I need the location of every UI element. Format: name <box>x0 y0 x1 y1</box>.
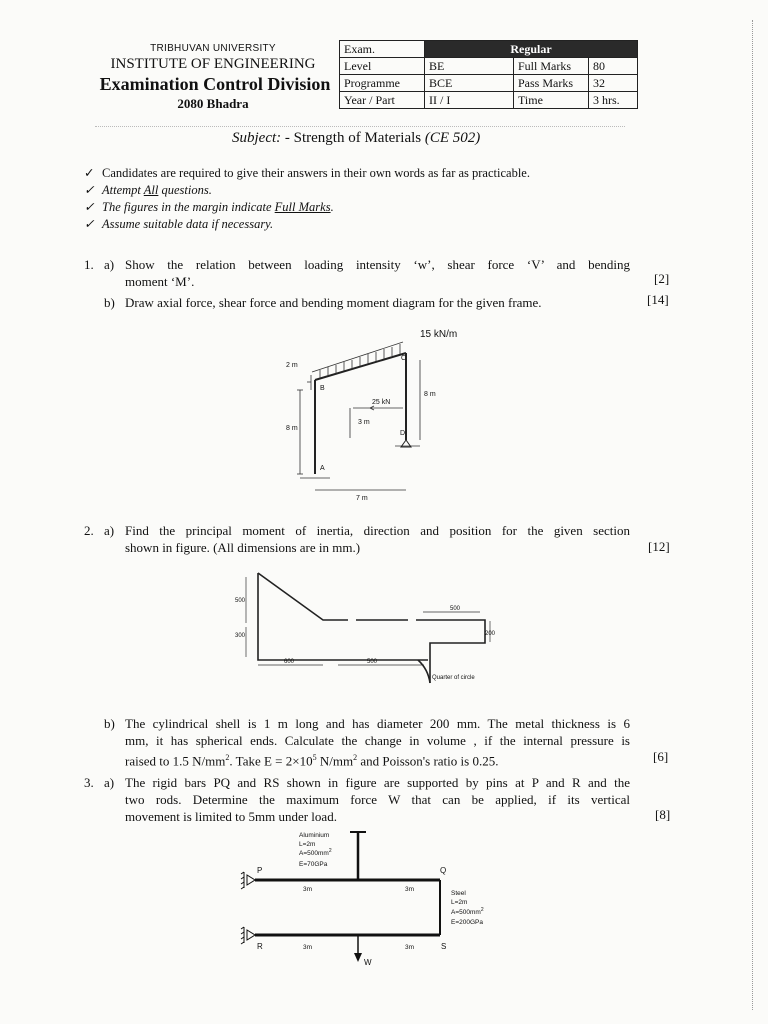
point-p: P <box>257 866 263 875</box>
frame-dim-3m: 3 m <box>358 419 370 426</box>
exam-label: Exam. <box>340 41 425 58</box>
q3a-line1: The rigid bars PQ and RS shown in figure are supported by pins at P and R and the <box>125 775 630 790</box>
q1a-line2: moment ‘M’. <box>125 274 195 289</box>
frame-dim-7m: 7 m <box>356 495 368 502</box>
university-name: TRIBHUVAN UNIVERSITY <box>150 43 276 54</box>
section-dim-500-bottom: 500 <box>367 659 378 665</box>
section-dim-300: 300 <box>235 633 246 639</box>
steel-length: L=2m <box>451 899 468 906</box>
instruction-text: Attempt <box>102 183 144 197</box>
q2b-line2: mm, it has spherical ends. Calculate the change in volume , if the internal pressure is <box>125 733 630 748</box>
pass-marks-label: Pass Marks <box>514 75 589 92</box>
division-name: Examination Control Division <box>99 74 331 94</box>
frame-joint-c: C <box>401 355 407 362</box>
programme-value: BCE <box>425 75 514 92</box>
instruction-emphasis: All <box>143 183 159 197</box>
instruction-text: Assume suitable data if necessary. <box>102 217 274 231</box>
aluminium-label: Aluminium <box>299 832 330 839</box>
rs-span-1: 3m <box>303 944 313 951</box>
instruction-text: questions. <box>158 183 212 197</box>
section-quarter-circle-label: Quarter of circle <box>432 675 475 681</box>
instruction-4 <box>84 216 273 232</box>
q2b-line3: raised to 1.5 $N/mm^2$. Take $E = 2\times 10^5$ $N/mm^2$ and Poisson's ratio is 0.25. <box>125 753 499 769</box>
pq-span-2: 3m <box>405 886 415 893</box>
frame-joint-d: D <box>400 430 406 437</box>
year-label: Year / Part <box>340 92 425 109</box>
check-icon: ✓ <box>84 217 95 231</box>
q2b-marks: [6] <box>653 749 669 764</box>
instruction-1 <box>84 165 530 181</box>
time-value: 3 hrs. <box>589 92 638 109</box>
scan-edge <box>752 20 753 1010</box>
exam-meta-table <box>339 40 638 109</box>
frame-figure <box>270 320 490 510</box>
instruction-3: ✓ The figures in the margin indicate Full Marks. <box>84 200 334 214</box>
q2a-line2: shown in figure. (All dimensions are in mm.) <box>125 540 361 555</box>
rigid-bars-figure <box>235 825 515 975</box>
instruction-text: The figures in the margin indicate <box>102 200 275 214</box>
load-w: W <box>364 958 372 967</box>
frame-joint-b: B <box>320 385 325 392</box>
subject-line <box>232 130 480 147</box>
q1b-tag: b) <box>104 295 115 310</box>
pq-span-1: 3m <box>303 886 313 893</box>
pass-marks-value: 32 <box>589 75 638 92</box>
q2b-tag: b) <box>104 716 115 731</box>
section-dim-500-top: 500 <box>450 606 461 612</box>
subject-name: Strength of Materials <box>293 130 422 146</box>
section-dim-500-left: 500 <box>235 598 246 604</box>
frame-joint-a: A <box>320 465 325 472</box>
exam-session: 2080 Bhadra <box>177 96 249 111</box>
q3-number: 3. <box>84 775 94 790</box>
instruction-2 <box>84 182 212 198</box>
level-label: Level <box>340 58 425 75</box>
aluminium-length: L=2m <box>299 841 316 848</box>
q3a-line2: two rods. Determine the maximum force W that can be applied, if its vertical <box>125 792 630 807</box>
aluminium-modulus: E=70GPa <box>299 861 328 868</box>
header-divider <box>95 126 625 127</box>
subject-code: (CE 502) <box>424 130 481 146</box>
point-s: S <box>441 942 447 951</box>
q1a-line1: Show the relation between loading intensity ‘w’, shear force ‘V’ and bending <box>125 257 630 272</box>
steel-modulus: E=200GPa <box>451 919 483 926</box>
section-dim-200: 200 <box>485 631 496 637</box>
point-q: Q <box>440 866 447 875</box>
q3a-marks: [8] <box>655 807 671 822</box>
programme-label: Programme <box>340 75 425 92</box>
frame-dim-2m: 2 m <box>286 362 298 369</box>
exam-value: Regular <box>425 41 638 58</box>
q2a-marks: [12] <box>648 539 670 554</box>
frame-force-label: 25 kN <box>372 399 391 406</box>
section-figure <box>228 565 498 700</box>
frame-dim-8m-left: 8 m <box>286 425 298 432</box>
q1-number: 1. <box>84 257 94 272</box>
q1b-text: Draw axial force, shear force and bending moment diagram for the given frame. <box>125 295 542 310</box>
full-marks-value: 80 <box>589 58 638 75</box>
aluminium-area: $A=500mm^2$ <box>299 848 332 857</box>
year-value: II / I <box>425 92 514 109</box>
steel-area: $A=500mm^2$ <box>451 907 484 916</box>
time-label: Time <box>514 92 589 109</box>
rs-span-2: 3m <box>405 944 415 951</box>
institute-name: INSTITUTE OF ENGINEERING <box>110 56 316 72</box>
q3a-line3: movement is limited to 5mm under load. <box>125 809 337 824</box>
instruction-emphasis: Full Marks <box>274 200 331 214</box>
point-r: R <box>257 942 263 951</box>
section-dim-600: 600 <box>284 659 295 665</box>
check-icon: ✓ <box>84 166 95 180</box>
frame-dim-8m-right: 8 m <box>424 391 436 398</box>
q2-number: 2. <box>84 523 94 538</box>
q2b-line1: The cylindrical shell is 1 m long and has diameter 200 mm. The metal thickness is 6 <box>125 716 630 731</box>
q2a-line1: Find the principal moment of inertia, direction and position for the given section <box>125 523 630 538</box>
check-icon: ✓ <box>84 200 95 214</box>
level-value: BE <box>425 58 514 75</box>
full-marks-label: Full Marks <box>514 58 589 75</box>
q1b-marks: [14] <box>647 292 669 307</box>
q1a-tag: a) <box>104 257 115 272</box>
instruction-text: Candidates are required to give their answers in their own words as far as practicable. <box>102 166 530 180</box>
steel-label: Steel <box>451 890 466 897</box>
q3a-tag: a) <box>104 775 115 790</box>
q1a-marks: [2] <box>654 271 670 286</box>
q2a-tag: a) <box>104 523 115 538</box>
subject-prefix: Subject: - <box>232 130 290 146</box>
check-icon: ✓ <box>84 183 95 197</box>
frame-load-label: 15 kN/m <box>420 329 458 340</box>
